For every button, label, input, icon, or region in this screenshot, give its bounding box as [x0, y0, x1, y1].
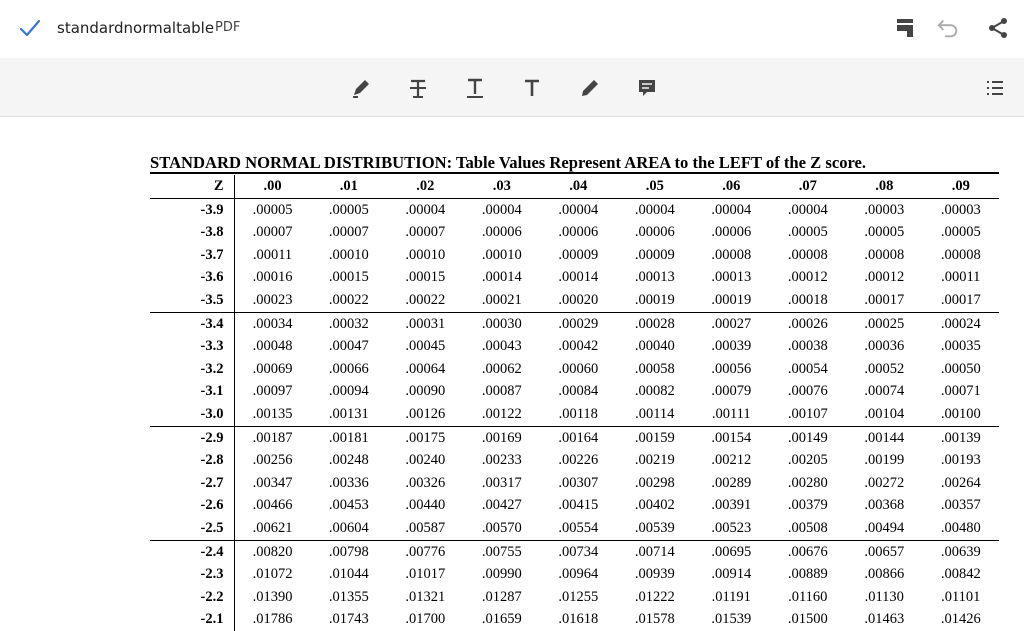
probability-cell: .00082: [634, 383, 675, 400]
probability-cell: .00714: [634, 543, 675, 560]
probability-cell: .00008: [787, 246, 828, 263]
z-value-cell: -3.7: [150, 244, 234, 267]
highlight-icon[interactable]: [348, 76, 374, 100]
table-row: [150, 244, 999, 267]
probability-cell: .00087: [481, 383, 522, 400]
table-row: [150, 608, 999, 631]
probability-cell: .00135: [234, 403, 311, 426]
probability-cell: .00272: [864, 474, 905, 491]
probability-cell: .00427: [481, 497, 522, 514]
probability-cell: .01700: [405, 611, 446, 628]
probability-cell: .00060: [558, 360, 599, 377]
probability-cell: .01426: [940, 611, 981, 628]
probability-cell: .00029: [558, 315, 599, 332]
probability-cell: .00014: [558, 269, 599, 286]
probability-cell: .01072: [252, 566, 293, 583]
z-value-cell: -3.3: [150, 335, 234, 358]
probability-cell: .00539: [617, 517, 694, 540]
bookmark-panel-icon[interactable]: [893, 16, 917, 40]
probability-cell: .00175: [405, 429, 446, 446]
probability-cell: .00990: [481, 566, 522, 583]
probability-cell: .00054: [787, 360, 828, 377]
column-header: .09: [923, 175, 1000, 198]
probability-cell: .00939: [634, 566, 675, 583]
probability-cell: .00379: [787, 497, 828, 514]
probability-cell: .01578: [634, 611, 675, 628]
z-value-cell: -2.7: [150, 472, 234, 495]
probability-cell: .00440: [405, 497, 446, 514]
probability-cell: .00024: [940, 315, 981, 332]
table-row: [150, 198, 999, 221]
probability-cell: .00248: [328, 452, 369, 469]
probability-cell: .00554: [540, 517, 617, 540]
column-header: .05: [617, 175, 694, 198]
probability-cell: .00336: [328, 474, 369, 491]
probability-cell: .01255: [558, 588, 599, 605]
probability-cell: .00149: [787, 429, 828, 446]
z-value-cell: -2.4: [150, 540, 234, 563]
probability-cell: .00004: [787, 201, 828, 218]
probability-cell: .00032: [328, 315, 369, 332]
probability-cell: .00508: [770, 517, 847, 540]
probability-cell: .00010: [405, 246, 446, 263]
probability-cell: .00034: [252, 315, 293, 332]
probability-cell: .00027: [711, 315, 752, 332]
probability-cell: .01287: [481, 588, 522, 605]
table-row: [150, 266, 999, 289]
probability-cell: .00038: [787, 338, 828, 355]
probability-cell: .00015: [405, 269, 446, 286]
probability-cell: .00114: [617, 403, 694, 426]
table-row: [150, 563, 999, 586]
probability-cell: .00144: [864, 429, 905, 446]
probability-cell: .01101: [941, 588, 981, 605]
probability-cell: .00008: [711, 246, 752, 263]
column-header: .00: [234, 175, 311, 198]
probability-cell: .00040: [634, 338, 675, 355]
probability-cell: .00889: [787, 566, 828, 583]
probability-cell: .00084: [558, 383, 599, 400]
table-row: [150, 426, 999, 449]
probability-cell: .00097: [252, 383, 293, 400]
table-row: [150, 517, 999, 540]
probability-cell: .00755: [481, 543, 522, 560]
table-row: [150, 289, 999, 312]
probability-cell: .00621: [234, 517, 311, 540]
probability-cell: .00022: [387, 289, 464, 312]
probability-cell: .00012: [864, 269, 905, 286]
probability-cell: .00298: [634, 474, 675, 491]
probability-cell: .00587: [387, 517, 464, 540]
probability-cell: .00154: [711, 429, 752, 446]
probability-cell: .01786: [252, 611, 293, 628]
probability-cell: .00139: [940, 429, 981, 446]
probability-cell: .00289: [711, 474, 752, 491]
probability-cell: .00050: [940, 360, 981, 377]
probability-cell: .01743: [328, 611, 369, 628]
probability-cell: .01355: [328, 588, 369, 605]
probability-cell: .00415: [558, 497, 599, 514]
table-row: [150, 449, 999, 472]
probability-cell: .00676: [787, 543, 828, 560]
probability-cell: .01017: [405, 566, 446, 583]
probability-cell: .01659: [481, 611, 522, 628]
probability-cell: .01222: [634, 588, 675, 605]
probability-cell: .00017: [923, 289, 1000, 312]
probability-cell: .00031: [405, 315, 446, 332]
strikethrough-icon[interactable]: [405, 76, 431, 100]
app-header: [0, 0, 1024, 58]
probability-cell: .00126: [387, 403, 464, 426]
probability-cell: .00964: [558, 566, 599, 583]
column-header: .07: [770, 175, 847, 198]
probability-cell: .00111: [693, 403, 770, 426]
probability-cell: .00071: [940, 383, 981, 400]
probability-cell: .00347: [252, 474, 293, 491]
probability-cell: .00025: [864, 315, 905, 332]
probability-cell: .00240: [405, 452, 446, 469]
table-row: [150, 358, 999, 381]
column-header: .08: [846, 175, 923, 198]
probability-cell: .00570: [464, 517, 541, 540]
probability-cell: .00042: [558, 338, 599, 355]
probability-cell: .01539: [711, 611, 752, 628]
probability-cell: .00193: [940, 452, 981, 469]
probability-cell: .00056: [711, 360, 752, 377]
probability-cell: .01044: [328, 566, 369, 583]
table-row: [150, 540, 999, 563]
column-header: .01: [311, 175, 388, 198]
document-title: standardnormaltable: [57, 19, 215, 37]
probability-cell: .00048: [252, 338, 293, 355]
probability-cell: .00657: [864, 543, 905, 560]
probability-cell: .00233: [481, 452, 522, 469]
z-value-cell: -2.2: [150, 586, 234, 609]
probability-cell: .00007: [328, 224, 369, 241]
z-value-cell: -3.9: [150, 198, 234, 221]
probability-cell: .00023: [234, 289, 311, 312]
probability-cell: .00914: [711, 566, 752, 583]
probability-cell: .00007: [252, 224, 293, 241]
probability-cell: .00064: [405, 360, 446, 377]
probability-cell: .00256: [252, 452, 293, 469]
probability-cell: .00494: [846, 517, 923, 540]
probability-cell: .00015: [328, 269, 369, 286]
probability-cell: .00820: [252, 543, 293, 560]
probability-cell: .00005: [328, 201, 369, 218]
probability-cell: .01130: [864, 588, 904, 605]
probability-cell: .00012: [787, 269, 828, 286]
probability-cell: .00264: [940, 474, 981, 491]
probability-cell: .00604: [311, 517, 388, 540]
probability-cell: .00212: [711, 452, 752, 469]
z-value-cell: -3.6: [150, 266, 234, 289]
undo-icon[interactable]: [936, 16, 960, 40]
probability-cell: .00017: [846, 289, 923, 312]
probability-cell: .00047: [328, 338, 369, 355]
probability-cell: .00043: [481, 338, 522, 355]
probability-cell: .00307: [558, 474, 599, 491]
probability-cell: .00187: [252, 429, 293, 446]
z-value-cell: -2.9: [150, 426, 234, 449]
probability-cell: .00118: [540, 403, 617, 426]
probability-cell: .00164: [558, 429, 599, 446]
z-score-table: [150, 175, 999, 631]
probability-cell: .00030: [481, 315, 522, 332]
probability-cell: .01618: [558, 611, 599, 628]
table-row: [150, 472, 999, 495]
z-value-cell: -3.0: [150, 403, 234, 426]
probability-cell: .00007: [405, 224, 446, 241]
probability-cell: .00021: [464, 289, 541, 312]
probability-cell: .00005: [864, 224, 905, 241]
probability-cell: .00480: [923, 517, 1000, 540]
probability-cell: .00066: [328, 360, 369, 377]
column-header: .03: [464, 175, 541, 198]
probability-cell: .00004: [481, 201, 522, 218]
probability-cell: .00317: [481, 474, 522, 491]
probability-cell: .00159: [634, 429, 675, 446]
probability-cell: .00003: [940, 201, 981, 218]
probability-cell: .00074: [864, 383, 905, 400]
probability-cell: .00069: [252, 360, 293, 377]
probability-cell: .00368: [864, 497, 905, 514]
probability-cell: .00035: [940, 338, 981, 355]
document-page: [0, 117, 1024, 628]
probability-cell: .00009: [634, 246, 675, 263]
probability-cell: .00014: [481, 269, 522, 286]
probability-cell: .00131: [311, 403, 388, 426]
probability-cell: .00280: [787, 474, 828, 491]
z-value-cell: -3.8: [150, 221, 234, 244]
probability-cell: .00326: [405, 474, 446, 491]
probability-cell: .00008: [940, 246, 981, 263]
probability-cell: .00039: [711, 338, 752, 355]
column-header-z: Z: [150, 175, 234, 198]
probability-cell: .01500: [787, 611, 828, 628]
probability-cell: .00008: [864, 246, 905, 263]
table-row: [150, 403, 999, 426]
z-value-cell: -3.1: [150, 380, 234, 403]
table-row: [150, 494, 999, 517]
column-header: .02: [387, 175, 464, 198]
probability-cell: .00020: [540, 289, 617, 312]
probability-cell: .00010: [328, 246, 369, 263]
probability-cell: .00018: [770, 289, 847, 312]
probability-cell: .00181: [328, 429, 369, 446]
probability-cell: .00013: [634, 269, 675, 286]
probability-cell: .00090: [405, 383, 446, 400]
document-type-label: PDF: [215, 20, 241, 35]
probability-cell: .01390: [252, 588, 293, 605]
probability-cell: .00052: [864, 360, 905, 377]
probability-cell: .00003: [864, 201, 905, 218]
table-header-row: [150, 175, 999, 198]
probability-cell: .00011: [941, 269, 981, 286]
comment-icon[interactable]: [634, 76, 660, 100]
table-row: [150, 586, 999, 609]
z-value-cell: -3.4: [150, 312, 234, 335]
probability-cell: .00798: [328, 543, 369, 560]
probability-cell: .00019: [693, 289, 770, 312]
probability-cell: .00169: [481, 429, 522, 446]
probability-cell: .00004: [558, 201, 599, 218]
probability-cell: .00004: [711, 201, 752, 218]
z-value-cell: -2.5: [150, 517, 234, 540]
probability-cell: .00466: [252, 497, 293, 514]
probability-cell: .00019: [617, 289, 694, 312]
probability-cell: .00453: [328, 497, 369, 514]
probability-cell: .00100: [923, 403, 1000, 426]
probability-cell: .00036: [864, 338, 905, 355]
probability-cell: .00226: [558, 452, 599, 469]
probability-cell: .00076: [787, 383, 828, 400]
probability-cell: .01463: [864, 611, 905, 628]
probability-cell: .00004: [634, 201, 675, 218]
probability-cell: .00010: [481, 246, 522, 263]
table-row: [150, 335, 999, 358]
annotation-toolbar: [0, 58, 1024, 117]
z-value-cell: -3.2: [150, 358, 234, 381]
probability-cell: .00639: [940, 543, 981, 560]
column-header: .04: [540, 175, 617, 198]
probability-cell: .00776: [405, 543, 446, 560]
probability-cell: .00006: [558, 224, 599, 241]
probability-cell: .00094: [328, 383, 369, 400]
probability-cell: .00866: [864, 566, 905, 583]
probability-cell: .00016: [252, 269, 293, 286]
draw-icon[interactable]: [577, 76, 603, 100]
probability-cell: .00219: [634, 452, 675, 469]
probability-cell: .01321: [405, 588, 446, 605]
z-value-cell: -2.3: [150, 563, 234, 586]
probability-cell: .00062: [481, 360, 522, 377]
probability-cell: .00391: [711, 497, 752, 514]
probability-cell: .00022: [311, 289, 388, 312]
table-row: [150, 221, 999, 244]
table-row: [150, 380, 999, 403]
probability-cell: .00107: [770, 403, 847, 426]
underline-icon[interactable]: [462, 76, 488, 100]
probability-cell: .01191: [711, 588, 751, 605]
z-value-cell: -2.6: [150, 494, 234, 517]
probability-cell: .00199: [864, 452, 905, 469]
probability-cell: .00006: [481, 224, 522, 241]
probability-cell: .00005: [252, 201, 293, 218]
z-value-cell: -2.8: [150, 449, 234, 472]
share-icon[interactable]: [986, 16, 1010, 40]
probability-cell: .00357: [940, 497, 981, 514]
probability-cell: .00006: [711, 224, 752, 241]
probability-cell: .00122: [464, 403, 541, 426]
table-title: STANDARD NORMAL DISTRIBUTION: Table Values Represent AREA to the LEFT of the Z score.: [150, 153, 867, 172]
probability-cell: .00013: [711, 269, 752, 286]
probability-cell: .00734: [558, 543, 599, 560]
probability-cell: .00026: [787, 315, 828, 332]
probability-cell: .01160: [788, 588, 828, 605]
probability-cell: .00523: [693, 517, 770, 540]
probability-cell: .00695: [711, 543, 752, 560]
probability-cell: .00011: [252, 246, 293, 263]
column-header: .06: [693, 175, 770, 198]
probability-cell: .00104: [846, 403, 923, 426]
probability-cell: .00005: [787, 224, 828, 241]
probability-cell: .00079: [711, 383, 752, 400]
probability-cell: .00005: [940, 224, 981, 241]
title-divider: [150, 172, 999, 174]
probability-cell: .00842: [940, 566, 981, 583]
list-icon[interactable]: [982, 76, 1008, 100]
checkmark-icon[interactable]: [19, 18, 41, 38]
probability-cell: .00058: [634, 360, 675, 377]
table-row: [150, 312, 999, 335]
probability-cell: .00006: [634, 224, 675, 241]
probability-cell: .00205: [787, 452, 828, 469]
probability-cell: .00402: [634, 497, 675, 514]
z-value-cell: -2.1: [150, 608, 234, 631]
probability-cell: .00009: [558, 246, 599, 263]
probability-cell: .00004: [405, 201, 446, 218]
probability-cell: .00028: [634, 315, 675, 332]
probability-cell: .00045: [405, 338, 446, 355]
text-icon[interactable]: [519, 76, 545, 100]
z-value-cell: -3.5: [150, 289, 234, 312]
